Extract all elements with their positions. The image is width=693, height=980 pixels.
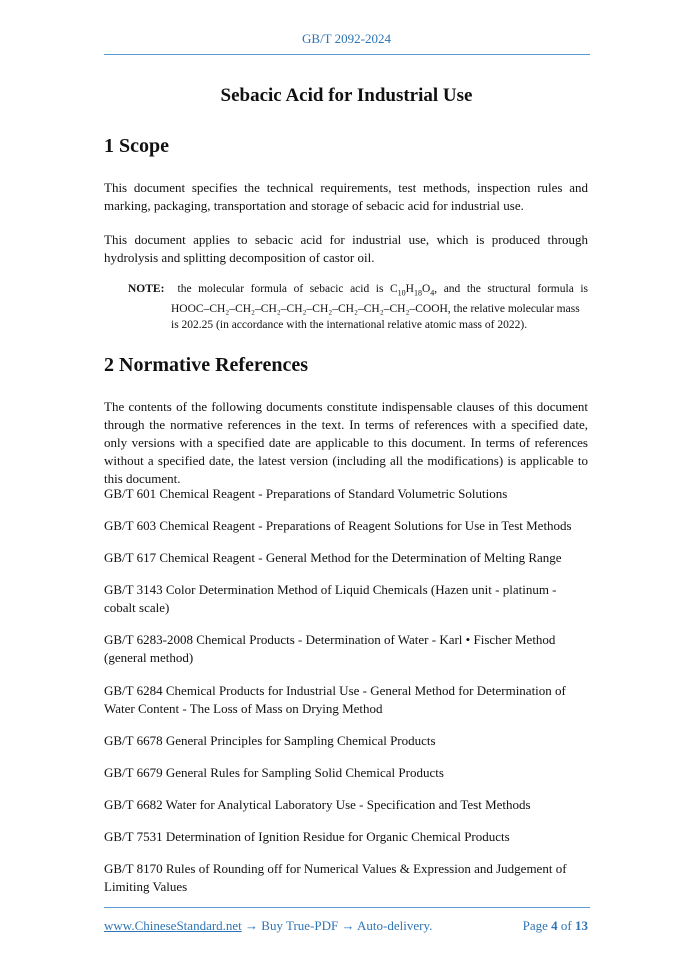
reference-item: GB/T 603 Chemical Reagent - Preparations of Reagent Solutions for Use in Test Methods [104,518,572,533]
page-word: Page [522,918,548,933]
reference-item: GB/T 6284 Chemical Products for Industrial Use - General Method for Determination of Water Content - The Loss of Mass on Drying Method [104,683,566,716]
arrow-right-icon: → [245,918,259,933]
note-formula-text: HOOC–CH₂–CH₂–CH₂–CH₂–CH₂–CH₂–CH₂–CH₂–COOH, the relative molecular mass is 202.25 (in accordance with the international relative atomic mass of 2022). [171,303,580,332]
scope-paragraph-1: This document specifies the technical requirements, test methods, inspection rules and marking, packaging, transportation and storage of sebacic acid for industrial use. [104,180,588,213]
note-label: NOTE: [128,283,165,295]
reference-item: GB/T 6682 Water for Analytical Laboratory Use - Specification and Test Methods [104,797,531,812]
header-rule [104,54,590,55]
section-2-heading: 2 Normative References [104,354,308,376]
note-text-prefix: the molecular formula of sebacic acid is C [177,283,398,295]
note-text-rest: , and the structural formula is [434,283,589,295]
reference-item: GB/T 6283-2008 Chemical Products - Determination of Water - Karl • Fischer Method (general method) [104,632,556,665]
scope-paragraph-2: This document applies to sebacic acid for industrial use, which is produced through hydrolysis and splitting decomposition of castor oil. [104,232,588,265]
section-1-heading: 1 Scope [104,135,169,157]
page-total: 13 [575,918,588,933]
footer-rule [104,907,590,908]
scope-note [128,281,588,333]
footer-site-link[interactable]: www.ChineseStandard.net [104,918,242,933]
reference-item: GB/T 617 Chemical Reagent - General Method for the Determination of Melting Range [104,550,562,565]
arrow-right-icon: → [341,918,355,933]
reference-item: GB/T 601 Chemical Reagent - Preparations of Standard Volumetric Solutions [104,486,508,501]
reference-item: GB/T 8170 Rules of Rounding off for Numerical Values & Expression and Judgement of Limiting Values [104,861,567,894]
document-title: Sebacic Acid for Industrial Use [220,85,473,106]
page-indicator [523,918,588,934]
reference-item: GB/T 7531 Determination of Ignition Residue for Organic Chemical Products [104,829,510,844]
reference-item: GB/T 6679 General Rules for Sampling Solid Chemical Products [104,765,444,780]
of-word: of [560,918,572,933]
references-intro: The contents of the following documents constitute indispensable clauses of this document through the normative references in the text. In terms of references with a specified date, only versions with a specified date are applicable to this document. In terms of references without a specified date, the latest version (including all the modifications) is applicable to this document. [104,399,588,486]
reference-item: GB/T 6678 General Principles for Sampling Chemical Products [104,733,436,748]
page-current: 4 [551,918,558,933]
header-doc-code: GB/T 2092-2024 [302,31,391,46]
footer-delivery-text: Auto-delivery. [357,918,433,933]
note-first-line: NOTE: the molecular formula of sebacic acid is $C_{10}H_{18}O_4$, and the structural formula is [128,283,589,298]
reference-item: GB/T 3143 Color Determination Method of Liquid Chemicals (Hazen unit - platinum - cobalt scale) [104,582,557,615]
footer-buy-link[interactable]: Buy True-PDF [261,918,339,933]
footer [104,918,588,934]
